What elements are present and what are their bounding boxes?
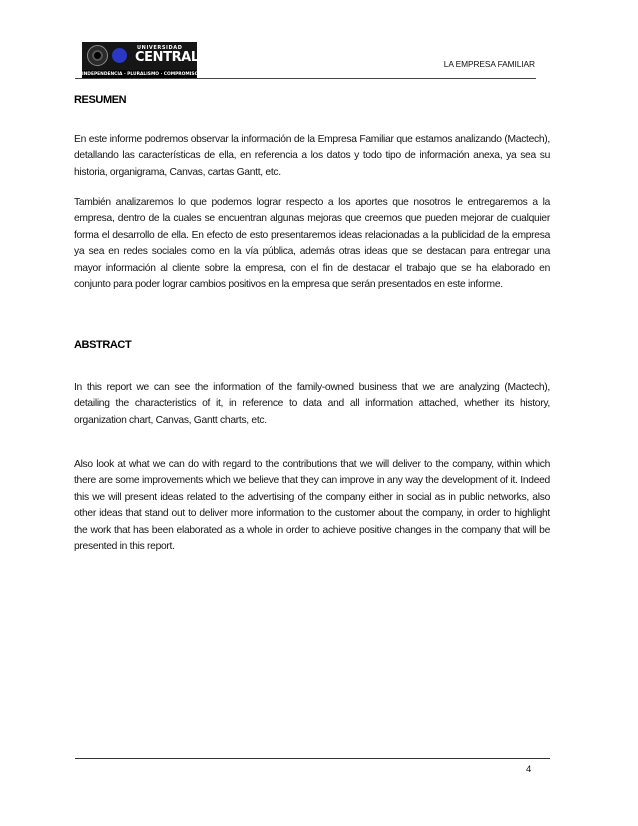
resumen-heading: RESUMEN: [74, 94, 127, 106]
logo-emblem-band: [82, 42, 197, 70]
logo-small-text: UNIVERSIDAD: [137, 45, 183, 51]
header-title: LA EMPRESA FAMILIAR: [443, 59, 535, 69]
abstract-paragraph-2: Also look at what we can do with regard to the contributions that we will deliver to the company, within which there are some improvements which we believe that they can improve in any way the development of it. Indeed this we will present ideas related to the advertising of the company either in social as in public networks, also other ideas that stand out to deliver more information to the customer about the company, in order to highlight the work that has been elaborated as a whole in order to achieve positive changes in the company that will be presented in this report.: [74, 459, 550, 553]
abstract-heading: ABSTRACT: [74, 339, 132, 351]
logo-big-text: CENTRAL: [135, 50, 199, 65]
abstract-paragraph-1: In this report we can see the information of the family-owned business that we are analyzing (Mactech), detailing the characteristics of it, in reference to data and all information attached, whether its history, organization chart, Canvas, Gantt charts, etc.: [74, 382, 550, 426]
resumen-paragraph-1: En este informe podremos observar la información de la Empresa Familiar que estamos analizando (Mactech), detallando las características de ella, en referencia a los datos y todo tipo de información anexa, ya sea su historia, organigrama, Canvas, cartas Gantt, etc.: [74, 134, 550, 178]
logo-tagline: INDEPENDENCIA · PLURALISMO · COMPROMISO: [82, 72, 199, 77]
page-number: 4: [526, 764, 532, 775]
resumen-paragraph-2: También analizaremos lo que podemos lograr respecto a los aportes que nosotros le entregaremos a la empresa, dentro de la cuales se encuentran algunas mejoras que creemos que pueden mejorar de cualquier forma el desarrollo de ella. En efecto de esto presentaremos ideas relacionadas a la publicidad de la empresa ya sea en redes sociales como en la vía pública, además otras ideas que se destacan para entregar una mayor información al cliente sobre la empresa, con el fin de destacar el trabajo que se ha elaborado en conjunto para poder lograr cambios positivos en la empresa que serán presentados en este informe.: [74, 197, 550, 291]
header-divider: [75, 78, 536, 79]
university-logo: [82, 42, 197, 79]
footer-divider: [75, 758, 550, 759]
blue-dot-icon: [112, 48, 127, 63]
university-seal-icon: [87, 45, 108, 66]
